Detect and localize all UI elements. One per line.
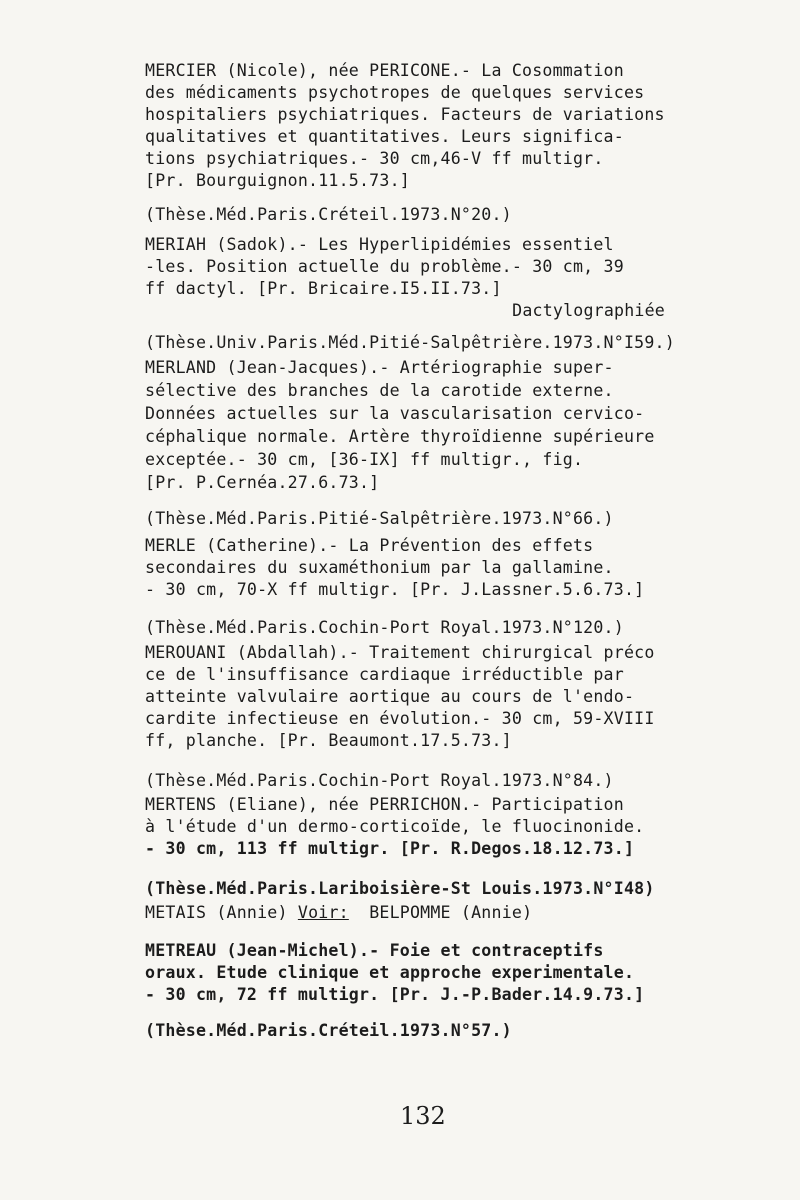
entry-line: MERCIER (Nicole), née PERICONE.- La Cosommation (145, 61, 624, 80)
entry-line: MERTENS (Eliane), née PERRICHON.- Participation (145, 795, 624, 814)
entry-line: cardite infectieuse en évolution.- 30 cm, 59-XVIII (145, 709, 655, 728)
entry-line: - 30 cm, 72 ff multigr. [Pr. J.-P.Bader.14.9.73.] (145, 985, 645, 1004)
entry-line: sélective des branches de la carotide externe. (145, 381, 614, 400)
entry-line: MERLAND (Jean-Jacques).- Artériographie super- (145, 358, 614, 377)
see-also-name: METAIS (Annie) (145, 903, 288, 922)
entry-line: oraux. Etude clinique et approche experimentale. (145, 963, 635, 982)
entry-line: ce de l'insuffisance cardiaque irréductible par (145, 665, 624, 684)
entry-line: [Pr. P.Cernéa.27.6.73.] (145, 473, 380, 492)
entry-line: MERIAH (Sadok).- Les Hyperlipidémies essentiel (145, 235, 614, 254)
entry-line: Données actuelles sur la vascularisation cervico- (145, 404, 645, 423)
entry-line: atteinte valvulaire aortique au cours de l'endo- (145, 687, 635, 706)
thesis-reference: (Thèse.Univ.Paris.Méd.Pitié-Salpêtrière.1973.N°I59.) (145, 333, 675, 352)
thesis-reference: (Thèse.Méd.Paris.Cochin-Port Royal.1973.N°84.) (145, 771, 614, 790)
entry-line: exceptée.- 30 cm, [36-IX] ff multigr., fig. (145, 450, 584, 469)
thesis-reference: (Thèse.Méd.Paris.Créteil.1973.N°20.) (145, 205, 512, 224)
entry-line: - 30 cm, 70-X ff multigr. [Pr. J.Lassner.5.6.73.] (145, 580, 645, 599)
see-also-target: BELPOMME (Annie) (369, 903, 533, 922)
entry-line: à l'étude d'un dermo-corticoïde, le fluocinonide. (145, 817, 645, 836)
entry-line: MEROUANI (Abdallah).- Traitement chirurgical préco (145, 643, 655, 662)
entry-line: ff, planche. [Pr. Beaumont.17.5.73.] (145, 731, 512, 750)
entry-line: céphalique normale. Artère thyroïdienne supérieure (145, 427, 655, 446)
entry-line: -les. Position actuelle du problème.- 30 cm, 39 (145, 257, 624, 276)
entry-line: MERLE (Catherine).- La Prévention des effets (145, 536, 594, 555)
entry-line: tions psychiatriques.- 30 cm,46-V ff multigr. (145, 149, 604, 168)
entry-line: des médicaments psychotropes de quelques services (145, 83, 645, 102)
thesis-reference: (Thèse.Méd.Paris.Cochin-Port Royal.1973.N°120.) (145, 618, 624, 637)
thesis-reference: (Thèse.Méd.Paris.Créteil.1973.N°57.) (145, 1021, 512, 1040)
see-also-voir: Voir: (297, 903, 349, 922)
thesis-reference: (Thèse.Méd.Paris.Pitié-Salpêtrière.1973.N°66.) (145, 509, 614, 528)
see-also-line (145, 902, 532, 924)
entry-line: METREAU (Jean-Michel).- Foie et contraceptifs (145, 941, 604, 960)
entry-line: qualitatives et quantitatives. Leurs significa- (145, 127, 624, 146)
page-number: 132 (400, 1102, 446, 1130)
entry-note: Dactylographiée (512, 301, 665, 320)
entry-line: [Pr. Bourguignon.11.5.73.] (145, 171, 410, 190)
entry-line: ff dactyl. [Pr. Bricaire.I5.II.73.] (145, 279, 502, 298)
entry-line: - 30 cm, 113 ff multigr. [Pr. R.Degos.18.12.73.] (145, 839, 635, 858)
thesis-reference: (Thèse.Méd.Paris.Lariboisière-St Louis.1973.N°I48) (145, 879, 655, 898)
entry-line: hospitaliers psychiatriques. Facteurs de variations (145, 105, 665, 124)
entry-line: secondaires du suxaméthonium par la gallamine. (145, 558, 614, 577)
